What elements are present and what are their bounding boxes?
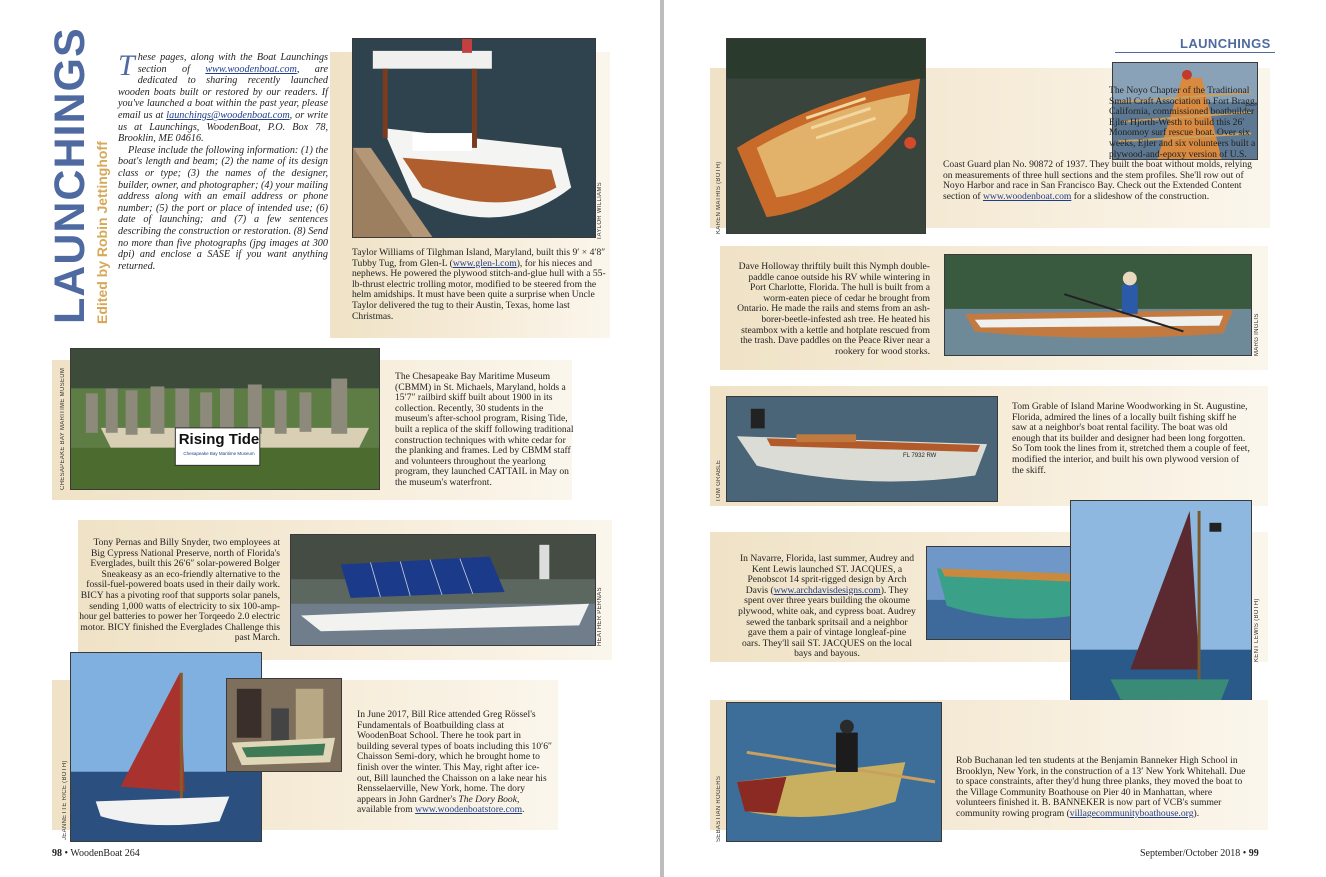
dory-book-title: The Dory Book [458, 793, 517, 805]
skiff-credit: TOM GRABLE [716, 459, 722, 502]
cbmm-caption: The Chesapeake Bay Maritime Museum (CBMM) in St. Michaels, Maryland, holds a 15′7″ railbird skiff built about 1900 in its collection. Recently, 30 students in the museum's after-school program, Rising Tide, built a replica of the skiff following traditional construction techniques with white cedar for the planking and frames. Led by CBMM staff and volunteers throughout the yearlong program, they launched CATTAIL in May on the museum's waterfront. [395, 371, 574, 488]
tug-caption: Taylor Williams of Tilghman Island, Maryland, built this 9′ × 4′8″ Tubby Tug, from Glen-L (www.glen-l.com), for his nieces and nephews. He powered the plywood stitch-and-glue hull with a 55-lb-thrust electric trolling motor, modified to be steered from the helm amidships. It must have been quite a surprise when Uncle Taylor delivered the tug to their Austin, Texas, home last Christmas. [352, 247, 606, 322]
right-folio: September/October 2018 • 99 [1140, 848, 1259, 859]
tug-photo [352, 38, 596, 238]
skiff-caption: Tom Grable of Island Marine Woodworking in St. Augustine, Florida, admired the lines of a locally built fishing skiff he saw at a neighbor's boat rental facility. The boat was old enough that its builder and designer had been long forgotten. So Tom took the lines from it, stretched them a couple of feet, modified the interior, and built his own plywood version of the skiff. [1012, 401, 1250, 476]
nymph-photo [944, 254, 1252, 356]
chaisson-caption: In June 2017, Bill Rice attended Greg Rössel's Fundamentals of Boatbuilding class at WoodenBoat School. There he took part in building several types of boats including this 10′6″ Chaisson Semi-dory, which he brought home to finish over the winter. This May, right after ice-out, Bill launched the Chaisson on a lake near his Rensselaerville, New York, home. The dory appears in John Gardner's The Dory Book, available from www.woodenboatstore.com. [357, 709, 553, 816]
skiff-photo [726, 396, 998, 502]
noyo-caption: The Noyo Chapter of the Traditional Small Craft Association in Fort Bragg, California, commissioned boatbuilder Ejler Hjorth-Westh to build this 26′ Monomoy surf rescue boat. Over six weeks, Ejler and six volunteers built a plywood-and-epoxy version of U.S. Coast Guard plan No. 90872 of 1937. They built the boat without molds, relying on measurements of three hull sections and the stem profiles. She'll row out of Noyo Harbor and race in San Francisco Bay. Check out the Extended Content section of www.woodenboat.com for a slideshow of the construction. [943, 85, 1258, 202]
launchings-vertical-title: LAUNCHINGS [46, 27, 94, 324]
intro-p1-mid: , are dedicated to sharing recently launched wooden boats built or restored by our readers. If you've launched a boat within the past year, please email us at [118, 63, 329, 121]
tug-credit: TAYLOR WILLIAMS [597, 182, 603, 240]
launchings-email-link[interactable]: launchings@woodenboat.com [166, 109, 290, 121]
woodenboatstore-link[interactable]: www.woodenboatstore.com [415, 804, 523, 816]
chaisson-builders-photo [226, 678, 342, 772]
left-page [0, 0, 660, 877]
intro-text [118, 49, 329, 272]
cbmm-credit: CHESAPEAKE BAY MARITIME MUSEUM [60, 367, 66, 490]
nymph-caption: Dave Holloway thriftily built this Nymph double-paddle canoe outside his RV while wintering in Port Charlotte, Florida. The hull is built from a worm-eaten piece of cedar he brought from Ontario. He made the rails and stems from an ash-borer-beetle-infested ash tree. He heated his steambox with a kettle and hotplate rescued from the trash. Dave paddles on the Peace River near a rookery for wood storks. [737, 261, 930, 357]
archdavis-link[interactable]: www.archdavisdesigns.com [773, 584, 881, 596]
penobscot-credit: KENT LEWIS (BOTH) [1254, 598, 1260, 662]
intro-p1-end: , or write us at Launchings, WoodenBoat, P.O. Box 78, Brooklin, ME 04616. [118, 109, 328, 145]
vcb-link[interactable]: villagecommunityboathouse.org [1069, 807, 1194, 819]
section-label: LAUNCHINGS [1180, 36, 1271, 51]
penobscot-sail-photo [1070, 500, 1252, 728]
drop-cap: T [118, 49, 135, 82]
nymph-credit: MARG INGLIS [1254, 313, 1260, 356]
editor-credit: Edited by Robin Jettinghoff [94, 141, 110, 324]
whitehall-photo [726, 702, 942, 842]
intro-p1-start: hese pages, along with the Boat Launchings section of [137, 52, 328, 75]
noyo-credit: KAREN MATHIS (BOTH) [716, 161, 722, 234]
bicy-caption: Tony Pernas and Billy Snyder, two employees at Big Cypress National Preserve, north of Florida's Everglades, built this 26′6″ solar-powered Bolger Sneakeasy as an eco-friendly alternative to the fossil-fuel-powered boats used in their daily work. BICY has a pivoting roof that supports solar panels, sending 1,000 watts of electricity to six 100-amp-hour gel batteries to power her Torqeedo 2.0 electric motor. BICY finished the Everglades Challenge this past March. [79, 537, 280, 644]
bicy-credit: HEATHER PERNAS [597, 587, 603, 646]
woodenboat-link[interactable]: www.woodenboat.com [205, 63, 297, 75]
cbmm-photo [70, 348, 380, 490]
chaisson-credit: JEANNETTE RICE (BOTH) [62, 760, 68, 840]
penobscot-caption: In Navarre, Florida, last summer, Audrey and Kent Lewis launched ST. JACQUES, a Penobscot 14 sprit-rigged design by Arch Davis (www.archdavisdesigns.com). They spent over three years building the okoume plywood, white oak, and cypress boat. Audrey sewed the tanbark spritsail and a neighbor gave them a pair of vintage longleaf-pine oars. They'll sail ST. JACQUES on the local bays and bayous. [738, 553, 916, 660]
section-rule [1115, 52, 1275, 53]
whitehall-caption: Rob Buchanan led ten students at the Benjamin Banneker High School in Brooklyn, New York, in the construction of a 13′ New York Whitehall. Due to space constraints, after they'd hung three planks, they moved the boat to the Village Community Boathouse on Pier 40 in Manhattan, where volunteers finished it. B. BANNEKER is now part of VCB's summer community rowing program (villagecommunityboathouse.org). [956, 755, 1246, 819]
intro-p2: Please include the following information: (1) the boat's length and beam; (2) the name of its design class or type; (3) the names of the designer, builder, owner, and photographer; (4) your mailing address along with an email address or phone number; (5) the port or place of intended use; (6) date of launching; and (7) a few sentences describing the construction or restoration. (8) Send no more than five photographs (jpg images at 300 dpi) and enclose a SASE if you want anything returned. [118, 144, 328, 272]
rising-tide-banner-sub: Chesapeake Bay Maritime Museum [183, 451, 255, 456]
whitehall-credit: SEBASTIAN ROGERS [716, 775, 722, 842]
bicy-photo [290, 534, 596, 646]
glen-l-link[interactable]: www.glen-l.com [452, 257, 517, 269]
left-folio: 98 • WoodenBoat 264 [52, 848, 140, 859]
noyo-boat-photo [726, 38, 926, 234]
rising-tide-banner: Rising Tide [178, 431, 260, 448]
skiff-hull-number: FL 7932 RW [903, 453, 937, 459]
woodenboat-extended-link[interactable]: www.woodenboat.com [982, 190, 1072, 202]
